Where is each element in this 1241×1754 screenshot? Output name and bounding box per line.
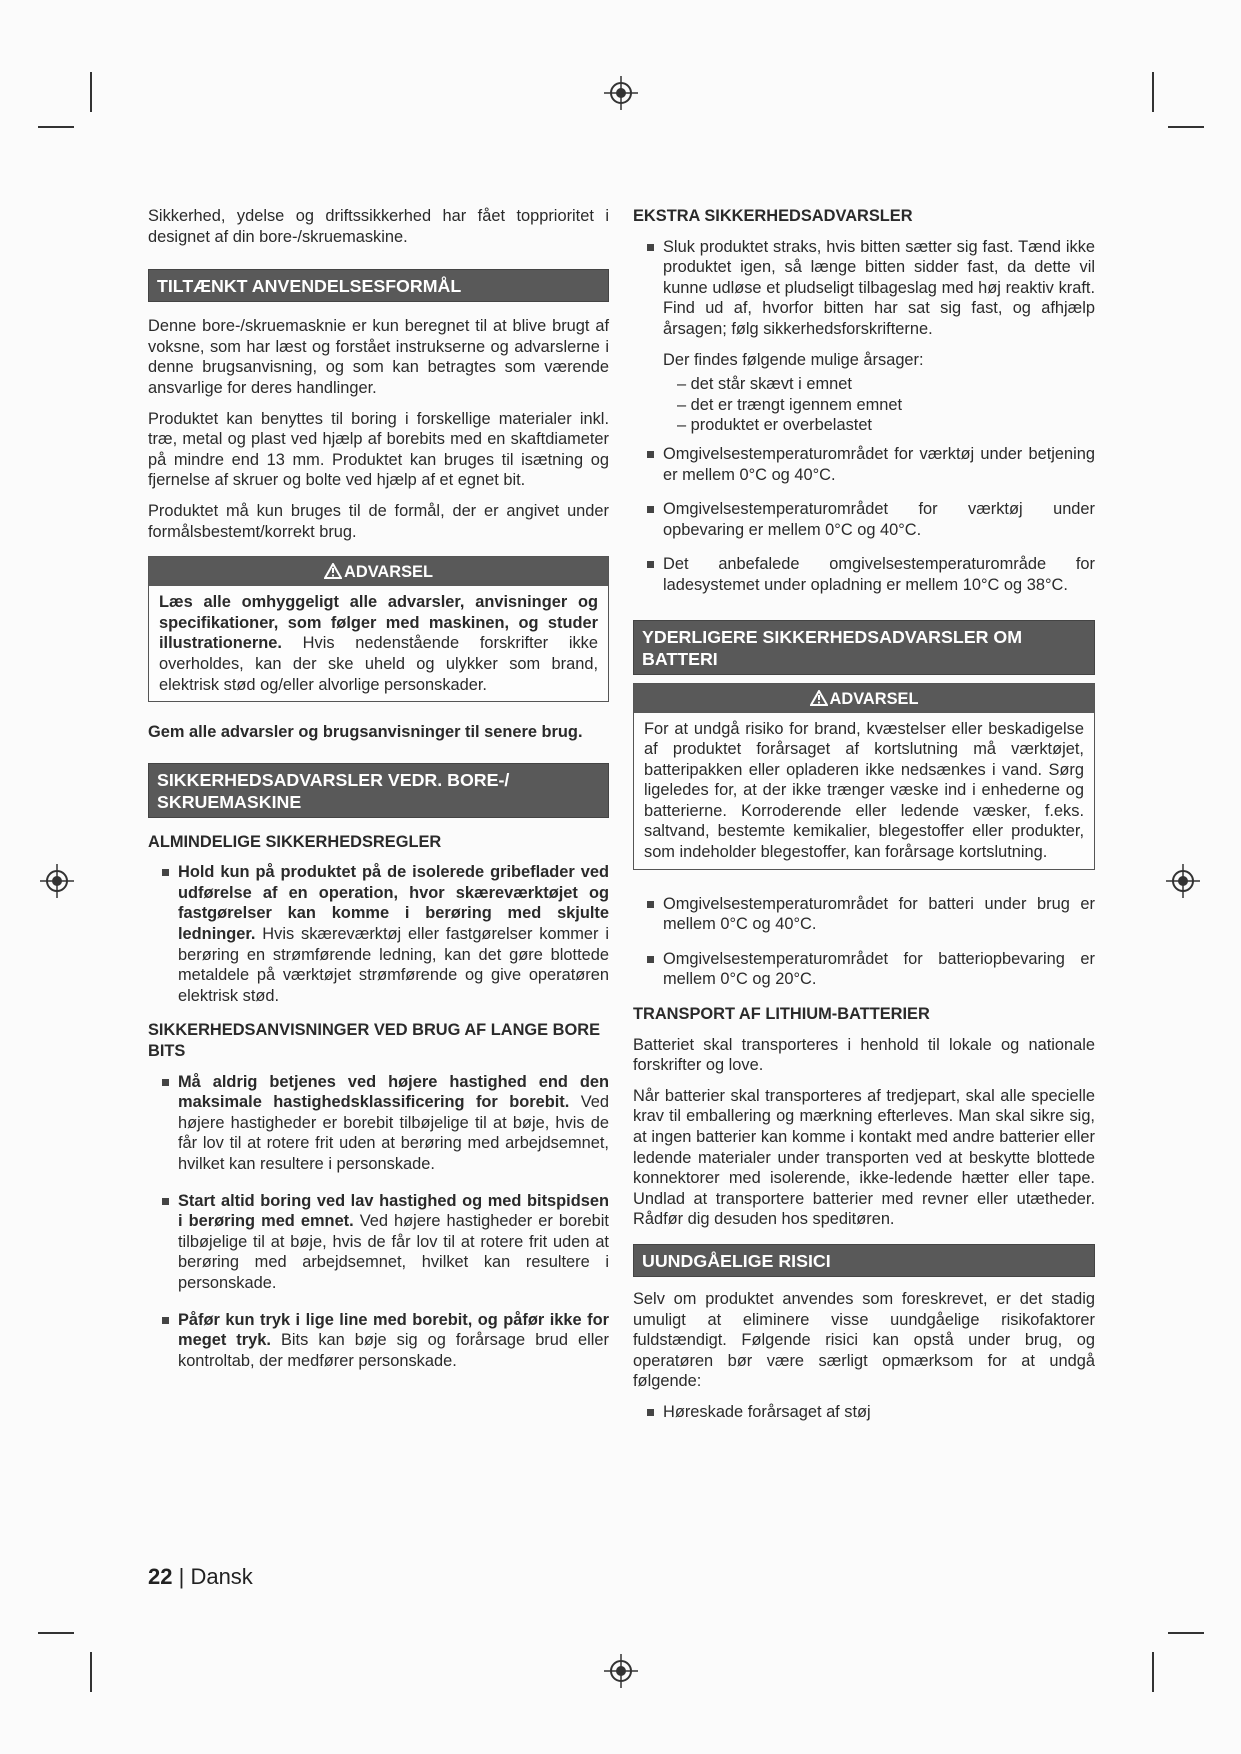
bullet-item: Sluk produktet straks, hvis bitten sætter sig fast. Tænd ikke produktet igen, så længe bitten sidder fast, da dette vil kunne udløse et pludseligt tilbageslag med høj reaktiv kraft. Find ud af, hvorfor bitten har sat sig fast, og afhjælp årsagen; følg sikkerhedsforskrifterne. xyxy=(633,237,1095,340)
warning-body xyxy=(149,586,608,701)
bullet-item: Omgivelsestemperaturområdet for batteriopbevaring er mellem 0°C og 20°C. xyxy=(633,949,1095,990)
bullet-item: Høreskade forårsaget af støj xyxy=(633,1402,1095,1423)
warning-triangle-icon xyxy=(810,690,828,706)
crop-mark xyxy=(38,1632,74,1634)
warning-title: ADVARSEL xyxy=(344,563,433,582)
causes-intro: Der findes følgende mulige årsager: xyxy=(663,350,924,369)
page-number: 22 xyxy=(148,1564,173,1589)
warning-box xyxy=(148,556,609,702)
bullet-item: Påfør kun tryk i lige line med borebit, og påfør ikke for meget tryk. Bits kan bøje sig og forårsage brud eller kontroltab, der medfører personskade. xyxy=(148,1310,609,1372)
subheading-long-bits: SIKKERHEDSANVISNINGER VED BRUG AF LANGE BORE BITS xyxy=(148,1021,600,1061)
registration-mark-icon xyxy=(1166,864,1200,898)
subheading-general-rules: ALMINDELIGE SIKKERHEDSREGLER xyxy=(148,832,442,851)
warning-header xyxy=(634,684,1094,713)
warning-header xyxy=(149,557,608,586)
crop-mark xyxy=(1152,72,1154,112)
footer-separator: | xyxy=(178,1564,185,1589)
right-column xyxy=(633,206,1095,1433)
paragraph: Produktet må kun bruges til de formål, der er angivet under formålsbestemt/korrekt brug. xyxy=(148,501,609,541)
bullet-square-icon xyxy=(647,451,654,458)
warning-box xyxy=(633,683,1095,870)
bullet-square-icon xyxy=(647,506,654,513)
registration-mark-icon xyxy=(604,76,638,110)
bullet-square-icon xyxy=(647,956,654,963)
page-footer xyxy=(148,1564,253,1590)
cause-item: – det står skævt i emnet xyxy=(677,375,852,394)
intro-paragraph: Sikkerhed, ydelse og driftssikkerhed har fået topprioritet i designet af din bore-/skruemaskine. xyxy=(148,207,609,246)
paragraph: Produktet kan benyttes til boring i forskellige materialer inkl. træ, metal og plast ved hjælp af borebits med en skaftdiameter på mindre end 13 mm. Produktet kan bruges til isætning og fjernelse af skruer og bolte ved hjælp af et egnet bit. xyxy=(148,409,609,490)
footer-language: Dansk xyxy=(190,1564,253,1589)
bullet-item: Start altid boring ved lav hastighed og med bitspidsen i berøring med emnet. Ved højere hastigheder er borebit tilbøjelige til at bøje, hvis de får lov til at rotere frit uden at berøring med arbejdsemnet, hvilket kan resultere i personskade. xyxy=(148,1191,609,1294)
bullet-item: Omgivelsestemperaturområdet for batteri under brug er mellem 0°C og 40°C. xyxy=(633,894,1095,935)
paragraph: Når batterier skal transporteres af tredjepart, skal alle specielle krav til emballering og mærkning efterleves. Man skal sikre sig, at ingen batterier kan komme i kontakt med andre batterier eller ledende materialer under transporten ved at beskytte blottede konnektorer med isolerende, ikke-ledende hætter eller tape. Undlad at transportere batterier med revner eller utætheder. Rådfør dig desuden hos speditøren. xyxy=(633,1086,1095,1229)
warning-triangle-icon xyxy=(324,563,342,579)
bullet-item: Det anbefalede omgivelsestemperaturområde for ladesystemet under opladning er mellem 10°C og 38°C. xyxy=(633,554,1095,595)
section-header-risks: UUNDGÅELIGE RISICI xyxy=(633,1244,1095,1277)
bullet-square-icon xyxy=(162,1198,169,1205)
crop-mark xyxy=(1168,126,1204,128)
subheading-extra-warnings: EKSTRA SIKKERHEDSADVARSLER xyxy=(633,207,913,225)
bullet-item: Hold kun på produktet på de isolerede gribeflader ved udførelse af en operation, hvor skæreværktøjet og fastgørelser kan komme i berøring med skjulte ledninger. Hvis skæreværktøj eller fastgørelser kommer i berøring en strømførende ledning, kan det gøre blottede metaldele på værktøjet strømførende og give operatøren elektrisk stød. xyxy=(148,862,609,1006)
cause-item: – produktet er overbelastet xyxy=(677,416,872,435)
section-header-intended-use: TILTÆNKT ANVENDELSESFORMÅL xyxy=(148,269,609,302)
registration-mark-icon xyxy=(604,1654,638,1688)
warning-text: Hvis nedenstående forskrifter ikke overholdes, kan der ske uheld og ulykker som brand, elektrisk stød og/eller alvorlige personskader. xyxy=(159,634,598,694)
section-header-battery: YDERLIGERE SIKKERHEDSADVARSLER OM BATTERI xyxy=(633,620,1095,675)
bullet-item: Omgivelsestemperaturområdet for værktøj under opbevaring er mellem 0°C og 40°C. xyxy=(633,499,1095,540)
bullet-square-icon xyxy=(647,244,654,251)
bullet-square-icon xyxy=(647,901,654,908)
cause-item: – det er trængt igennem emnet xyxy=(677,395,903,414)
bullet-item: Omgivelsestemperaturområdet for værktøj under betjening er mellem 0°C og 40°C. xyxy=(633,444,1095,485)
bullet-square-icon xyxy=(647,561,654,568)
bullet-item: Må aldrig betjenes ved højere hastighed end den maksimale hastighedsklassificering for borebit. Ved højere hastigheder er borebit tilbøjelige til at bøje, hvis de får lov til at rotere frit uden at berøring med arbejdsemnet, hvilket kan resultere i personskade. xyxy=(148,1072,609,1175)
bullet-square-icon xyxy=(647,1409,654,1416)
bullet-square-icon xyxy=(162,1079,169,1086)
left-column xyxy=(148,206,609,1381)
warning-bold-text: Læs alle omhyggeligt alle advarsler, anvisninger og specifikationer, som følger med maskinen, og studer illustrationerne. xyxy=(159,593,598,653)
paragraph: Denne bore-/skruemasknie er kun beregnet til at blive brugt af voksne, som har læst og forstået instrukserne og advarslerne i denne brugsanvisning, og som kan betragtes som værende ansvarlige for deres handlinger. xyxy=(148,317,609,397)
subheading-transport: TRANSPORT AF LITHIUM-BATTERIER xyxy=(633,1005,930,1024)
crop-mark xyxy=(1152,1652,1154,1692)
section-header-drill-safety: SIKKERHEDSADVARSLER VEDR. BORE-/ SKRUEMASKINE xyxy=(148,763,609,818)
bullet-square-icon xyxy=(162,869,169,876)
crop-mark xyxy=(38,126,74,128)
keep-instructions: Gem alle advarsler og brugsanvisninger til senere brug. xyxy=(148,723,583,742)
bullet-square-icon xyxy=(162,1317,169,1324)
warning-body: For at undgå risiko for brand, kvæstelser eller beskadigelse af produktet forårsaget af kortslutning må værktøjet, batteripakken eller opladeren ikke nedsænkes i vand. Sørg ligeledes for, at der ikke trænger væske ind i enhederne og batterierne. Korroderende eller ledende væsker, f.eks. saltvand, bestemte kemikalier, blegestoffer eller produkter, som indeholder blegestoffer, kan forårsage kortslutning. xyxy=(644,719,1084,862)
crop-mark xyxy=(90,72,92,112)
paragraph: Batteriet skal transporteres i henhold til lokale og nationale forskrifter og love. xyxy=(633,1035,1095,1075)
crop-mark xyxy=(1168,1632,1204,1634)
crop-mark xyxy=(90,1652,92,1692)
warning-title: ADVARSEL xyxy=(829,689,919,708)
paragraph: Selv om produktet anvendes som foreskrevet, er det stadig umuligt at eliminere visse uundgåelige risikofaktorer fuldstændigt. Følgende risici kan opstå under brug, og operatøren bør være særligt opmærksom for at undgå følgende: xyxy=(633,1289,1095,1391)
registration-mark-icon xyxy=(40,864,74,898)
